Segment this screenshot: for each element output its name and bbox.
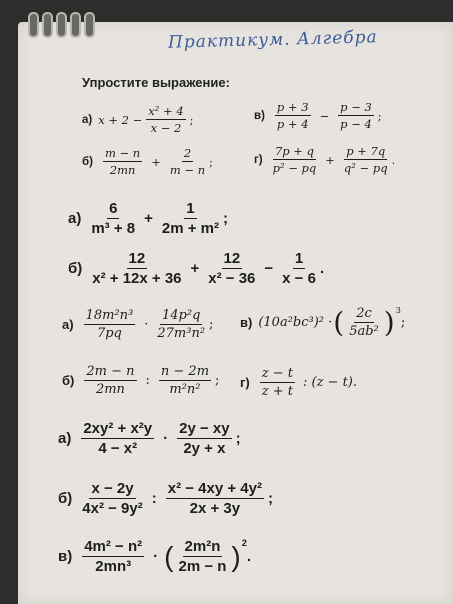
workbook-page xyxy=(18,22,453,604)
expr-1b: б) $\frac{m - n}{2mn}$ + $\frac{2}{m - n}$ ; xyxy=(82,146,213,177)
binder-ring xyxy=(70,12,81,38)
expr-3g: г) $\frac{z - t}{z + t}$ : (z − t). xyxy=(240,366,358,399)
binder-ring xyxy=(84,12,95,38)
expr-3a: а) $\frac{\text{18m²n³}}{7pq}$ · $\frac{\text{14p²q}}{\text{27m³n²}}$ ; xyxy=(62,308,214,341)
expr-2b: б) $\frac{12}{\text{x² + 12x + 36}}$ + $\frac{12}{\text{x² − 36}}$ − $\frac{1}{x - 6}$ . xyxy=(68,250,325,287)
expr-4b: б) $\frac{x - 2y}{\text{4x² − 9y²}}$ : $\frac{\text{x² − 4xy + 4y²}}{2x + 3y}$ ; xyxy=(58,480,273,517)
expr-2a: а) $\frac{6}{\text{m³ + 8}}$ + $\frac{1}{\text{2m + m²}}$ ; xyxy=(68,200,228,237)
handwritten-header: Практикум. Алгебра xyxy=(167,27,378,53)
expr-3b: б) $\frac{2m - n}{2mn}$ : $\frac{n - 2m}{\text{m²n²}}$ ; xyxy=(62,364,220,397)
expr-3v: в) (10a²bc³)² · ( $\frac{2c}{\text{5ab²}}$ ) $^3$ ; xyxy=(240,306,406,339)
expr-1a: а) x + 2 − $\frac{\text{x² + 4}}{x - 2}$ ; xyxy=(82,104,194,135)
binder-ring xyxy=(28,12,39,38)
expr-4v: в) $\frac{\text{4m² − n²}}{\text{2mn³}}$ · ( $\frac{\text{2m²n}}{2m - n}$ ) $^2$ . xyxy=(58,538,252,575)
binder-ring xyxy=(56,12,67,38)
expr-4a: а) $\frac{\text{2xy² + x²y}}{\text{4 − x²}}$ · $\frac{2y - xy}{2y + x}$ ; xyxy=(58,420,241,457)
expr-1g: г) $\frac{7p + q}{\text{p² − pq}}$ + $\frac{p + 7q}{\text{q² − pq}}$ . xyxy=(254,144,396,175)
exercise-title: Упростите выражение: xyxy=(82,75,230,90)
expr-1v: в) $\frac{p + 3}{p + 4}$ − $\frac{p - 3}{p - 4}$ ; xyxy=(254,100,382,131)
binder-ring xyxy=(42,12,53,38)
